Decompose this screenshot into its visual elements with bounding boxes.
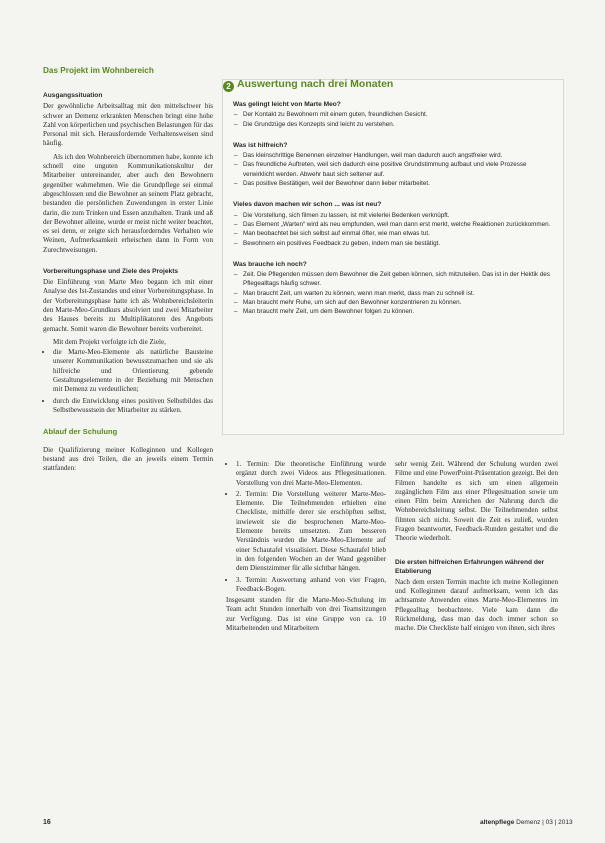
box-answer-item: – Das kleinschrittige Benennen einzelner Handlungen, weil man dadurch auch angstfreier wird. (243, 151, 553, 160)
box-question: Was brauche ich noch? (233, 260, 307, 268)
goal-item: • durch die Entwicklung eines positiven Selbstbildes das Selbstbewusstsein der Mitarbeiter zu stärken. (53, 397, 213, 416)
situation-heading: Ausgangssituation (43, 92, 103, 100)
schulung-heading: Ablauf der Schulung (43, 427, 118, 437)
journal-issue: Demenz | 03 | 2013 (516, 819, 573, 826)
box-question: Was gelingt leicht von Marte Meo? (233, 101, 341, 108)
box-answer-item: – Bewohnern ein positives Feedback zu geben, indem man sie bestätigt. (243, 239, 553, 248)
right-column (395, 460, 558, 637)
box-answer-item: – Zeit. Die Pflegenden müssen dem Bewohner die Zeit geben können, sich mitzuteilen. Das ist in der Hektik des Pflegealltags häufig schwer. (243, 270, 553, 289)
right-paragraph-2: Nach dem ersten Termin machte ich meine Kolleginnen und Kolleginnen darauf aufmerksam, wenn ich das achtsamste Anwenden eines Marte-Meo-Elementes im Pflegealltag beobachtete. Viele kam dann die Rückmeldung, dass man das doch immer schon so mache. Die Checkliste half einigen von ihnen, sich ihres (395, 577, 558, 633)
journal-footer (480, 819, 573, 826)
schulung-step-item: • 3. Termin: Auswertung anhand von vier Fragen, Feedback-Bogen. (236, 576, 386, 595)
schulung-steps-list (226, 460, 386, 594)
goals-list (43, 348, 213, 415)
evaluation-box-content (233, 100, 553, 323)
box-answer-item: – Das positive Bestätigen, weil der Bewohner dann lieber mitarbeitet. (243, 179, 553, 188)
goal-item: • die Marte-Meo-Elemente als natürliche Bausteine unserer Kommunikation bewusstzumachen und sie als hilfreiche und Orientierung gebende Gestaltungselemente in der Beziehung mit Menschen mit Demenz zu verdeutlichen; (53, 348, 213, 394)
journal-name: altenpflege (480, 819, 515, 826)
situation-paragraph-1: Der gewöhnliche Arbeitsalltag mit den mittelschwer bis schwer an Demenz erkrankten Menschen bringt eine hohe Zahl von körperlichen und psychischen Belastungen für das Personal mit sich. Herausfordernde Verhaltensweisen sind häufig. (43, 102, 214, 148)
box-answer-list (233, 151, 553, 188)
middle-paragraph: Insgesamt standen für die Marte-Meo-Schulung im Team acht Stunden innerhalb von drei Teamsitzungen zur Verfügung. Das ist eine Gruppe von ca. 10 Mitarbeitenden und Mitarbeitern (226, 596, 386, 633)
box-answer-item: – Man beobachtet bei sich selbst auf einmal öfter, wie man etwas tut. (243, 229, 553, 238)
box-question: Was ist hilfreich? (233, 141, 288, 149)
box-number-badge: 2 (223, 81, 234, 92)
box-answer-item: – Das Element „Warten“ wird als neu empfunden, weil man dann erst merkt, welche Reaktionen zurückkommen. (243, 220, 553, 229)
experiences-heading: Die ersten hilfreichen Erfahrungen während der Etablierung (395, 558, 545, 575)
right-paragraph-1: sehr wenig Zeit. Während der Schulung wurden zwei Filme und eine PowerPoint-Präsentation gezeigt. Bei den Filmen handelte es sich um einen allgemein zugänglichen Film aus einer Pflegesituation sowie um einen Film beim Anreichen der Nahrung durch die Wohnbereichsleitung selbst. Die Teilnehmenden selbst filmten sich nicht. Soweit die Zeit es zuließ, wurden Fragen beantwortet, Feedback-Runden gestaltet und die Theorie wiederholt. (395, 460, 558, 543)
box-answer-list (233, 211, 553, 248)
page-number: 16 (43, 819, 51, 826)
box-answer-item: – Man braucht mehr Ruhe, um sich auf den Bewohner konzentrieren zu können. (243, 298, 553, 307)
box-answer-list (233, 270, 553, 316)
schulung-paragraph: Die Qualifizierung meiner Kolleginnen und Kollegen bestand aus drei Teilen, die an jeweils einem Termin stattfanden: (43, 445, 213, 473)
box-answer-item: – Der Kontakt zu Bewohnern mit einem guten, freundlichen Gesicht. (243, 110, 553, 119)
box-answer-item: – Die Grundzüge des Konzepts sind leicht zu verstehen. (243, 120, 553, 129)
evaluation-box-header (223, 79, 560, 95)
box-answer-list (233, 110, 553, 129)
phase-paragraph-1: Die Einführung von Marte Meo begann ich mit einer Analyse des Ist-Zustandes und einer Vorbereitungsphase. In der Vorbereitungsphase hatte ich als Wohnbereichsleiterin den Marte-Meo-Grundkurs absolviert und zwei Mitarbeiter des Hauses bereits zu Multiplikatoren des Angebots gemacht. Somit waren die Bewohner bereits vorbereitet. (43, 278, 213, 333)
box-answer-item: – Das freundliche Auftreten, weil sich dadurch eine positive Grundstimmung aufbaut und viele Prozesse verwirklicht werden. Abwehr baut sich seltener auf. (243, 160, 553, 179)
schulung-step-item: • 2. Termin: Die Vorstellung weiterer Marte-Meo-Elemente. Die Teilnehmenden erhielten eine Checkliste, mithilfe derer sie erschöpften selbst, inwieweit sie die besprochenen Marte-Meo-Elemente bereits umsetzten. Zum besseren Verständnis wurden die Marte-Meo-Elemente auf einer Schautafel visualisiert. Diese Schautafel blieb in den folgenden Wochen an der Wand gegenüber dem Dienstzimmer für alle sichtbar hängen. (236, 490, 386, 574)
schulung-step-item: • 1. Termin: Die theoretische Einführung wurde ergänzt durch zwei Videos aus Pflegesituationen. Vorstellung von drei Marte-Meo-Elementen. (236, 460, 386, 488)
section-title: Das Projekt im Wohnbereich (43, 66, 154, 75)
box-question: Vieles davon machen wir schon ... was ist neu? (233, 201, 382, 209)
phase-paragraph-2: Mit dem Projekt verfolgte ich die Ziele, (53, 337, 166, 346)
box-answer-item: – Man braucht Zeit, um warten zu können, wenn man merkt, dass man zu schnell ist. (243, 289, 553, 298)
box-title: Auswertung nach drei Monaten (237, 78, 394, 90)
left-column (43, 66, 213, 477)
box-answer-item: – Man braucht mehr Zeit, um dem Bewohner folgen zu können. (243, 307, 553, 316)
situation-paragraph-2: Als ich den Wohnbereich übernommen habe, konnte ich schnell eine unguten Kommunikationskultur der Mitarbeiter untereinander, aber auch den Bewohnern gegenüber wahrnehmen. Wie die Grundpflege sei einmal abgeschlossen und die Bewohner an seinem Platz gebracht, bestanden die persönlichen Zuwendungen in erster Linie darin, die zum Trinken und Essen anzuhalten. Trank und aß der Bewohner alleine, wurde er meist nicht weiter beachtet, es sei denn, er zeigte sich herausforderndes Verhalten wie Weinen, Aufmerksamkeit erheischen dann in Form von Zurechtweisungen. (43, 152, 213, 254)
box-answer-item: – Die Vorstellung, sich filmen zu lassen, ist mit vielerlei Bedenken verknüpft. (243, 211, 553, 220)
middle-column (226, 460, 386, 637)
phase-heading: Vorbereitungsphase und Ziele des Projekts (43, 268, 179, 276)
